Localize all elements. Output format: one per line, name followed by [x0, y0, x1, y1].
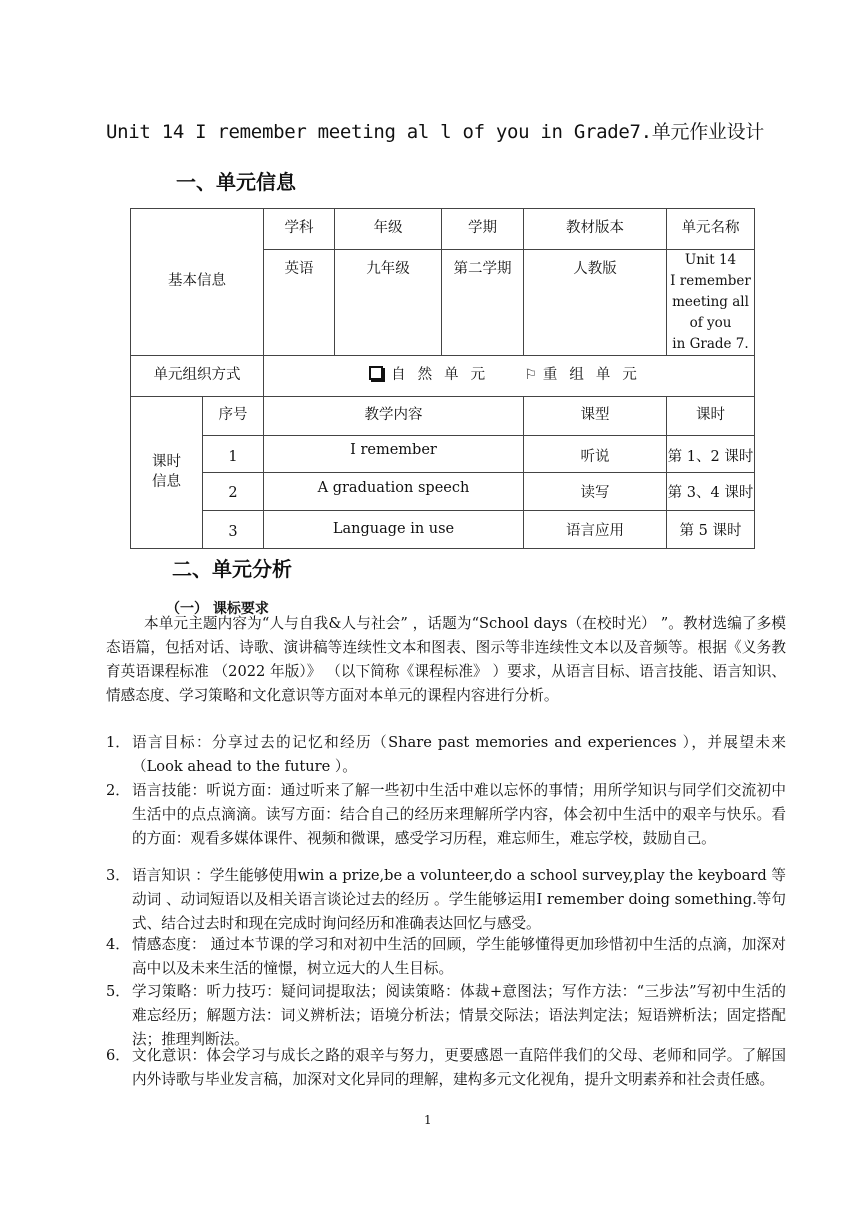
page-number: 1	[424, 1113, 432, 1127]
header-lesson-type: 课型	[524, 397, 667, 436]
list-item-number: 3．	[106, 867, 130, 884]
document-title: Unit 14 I remember meeting al l of you in Grade7.单元作业设计	[106, 121, 765, 143]
lesson-period: 第 1、2 课时	[667, 436, 755, 473]
subsection-heading: （一） 课标要求	[166, 601, 269, 617]
value-unit-name	[667, 250, 755, 356]
list-item	[106, 731, 786, 779]
value-grade: 九年级	[335, 250, 442, 356]
unit-name-line: meeting all of you	[672, 294, 749, 331]
org-method-label: 单元组织方式	[131, 356, 264, 397]
header-lesson-period: 课时	[667, 397, 755, 436]
header-subject: 学科	[264, 209, 335, 250]
unit-name-line: in Grade 7.	[672, 336, 749, 352]
header-lesson-content: 教学内容	[264, 397, 524, 436]
header-unit-name: 单元名称	[667, 209, 755, 250]
unit-name-line: I remember	[670, 273, 751, 289]
list-item	[106, 933, 786, 981]
section-heading-unit-analysis: 二、单元分析	[172, 557, 292, 581]
list-item-text: 语言知识 ：学生能够使用win a prize,be a volunteer,do a school survey,play the keyboard 等动词 、动词短语以及相关语言谈论过去的经历 。学生能够运用I remember doing something.等句式、结合过去时和现在完成时询问经历和准确表达回忆与感受。	[132, 867, 786, 932]
basic-info-label: 基本信息	[131, 209, 264, 356]
checkbox-icon	[369, 366, 383, 380]
lesson-type: 读写	[524, 473, 667, 511]
lesson-period: 第 3、4 课时	[667, 473, 755, 511]
lesson-content: A graduation speech	[264, 473, 524, 511]
value-subject: 英语	[264, 250, 335, 356]
lesson-no: 2	[203, 473, 264, 511]
lesson-period: 第 5 课时	[667, 511, 755, 549]
org-method-options	[264, 356, 755, 397]
list-item	[106, 864, 786, 936]
value-textbook: 人教版	[524, 250, 667, 356]
list-item	[106, 980, 786, 1052]
header-semester: 学期	[442, 209, 524, 250]
list-item-number: 5．	[106, 983, 130, 1000]
lesson-info-label	[131, 397, 203, 549]
list-item	[106, 1044, 786, 1092]
lesson-no: 1	[203, 436, 264, 473]
lesson-type: 语言应用	[524, 511, 667, 549]
list-item-number: 1．	[106, 734, 130, 751]
org-option-natural: 自然单元	[391, 367, 498, 384]
lesson-no: 3	[203, 511, 264, 549]
list-item-number: 4．	[106, 936, 130, 953]
lesson-content: Language in use	[264, 511, 524, 549]
lesson-content: I remember	[264, 436, 524, 473]
section-heading-unit-info: 一、单元信息	[176, 170, 296, 194]
unit-name-line: Unit 14	[684, 252, 737, 268]
list-item-text: 语言目标：分享过去的记忆和经历（Share past memories and experiences ），并展望未来（Look ahead to the future ）。	[132, 734, 786, 775]
list-item-text: 语言技能：听说方面：通过听来了解一些初中生活中难以忘怀的事情；用所学知识与同学们交流初中生活中的点点滴滴。读写方面：结合自己的经历来理解所学内容，体会初中生活中的艰辛与快乐。看的方面：观看多媒体课件、视频和微课，感受学习历程，难忘师生，难忘学校，鼓励自己。	[132, 782, 786, 847]
flag-icon: ⚐	[524, 367, 537, 384]
unit-info-table	[130, 208, 755, 549]
list-item-text: 文化意识：体会学习与成长之路的艰辛与努力，更要感恩一直陪伴我们的父母、老师和同学。了解国内外诗歌与毕业发言稿，加深对文化异同的理解，建构多元文化视角，提升文明素养和社会责任感。	[132, 1047, 786, 1088]
list-item-text: 情感态度： 通过本节课的学习和对初中生活的回顾，学生能够懂得更加珍惜初中生活的点滴，加深对高中以及未来生活的憧憬，树立远大的人生目标。	[132, 936, 786, 977]
list-item-text: 学习策略：听力技巧：疑问词提取法；阅读策略：体裁+意图法；写作方法：“三步法”写初中生活的难忘经历；解题方法：词义辨析法；语境分析法；情景交际法；语法判定法；短语辨析法；固定搭配法；推理判断法。	[132, 983, 786, 1048]
header-grade: 年级	[335, 209, 442, 250]
lesson-label-line: 信息	[152, 473, 181, 490]
header-lesson-no: 序号	[203, 397, 264, 436]
value-semester: 第二学期	[442, 250, 524, 356]
org-option-regroup: 重组单元	[542, 367, 649, 384]
header-textbook: 教材版本	[524, 209, 667, 250]
intro-paragraph: 本单元主题内容为“人与自我&人与社会” ，话题为“School days（在校时光） ”。教材选编了多模态语篇，包括对话、诗歌、演讲稿等连续性文本和图表、图示等非连续性文本以及音频等。根据《义务教育英语课程标准 （2022 年版）》 （以下简称《课程标准》 ）要求，从语言目标、语言技能、语言知识、情感态度、学习策略和文化意识等方面对本单元的课程内容进行分析。	[106, 615, 786, 704]
list-item-number: 6．	[106, 1047, 130, 1064]
lesson-label-line: 课时	[152, 453, 181, 470]
list-item-number: 2．	[106, 782, 130, 799]
list-item	[106, 779, 786, 851]
lesson-type: 听说	[524, 436, 667, 473]
